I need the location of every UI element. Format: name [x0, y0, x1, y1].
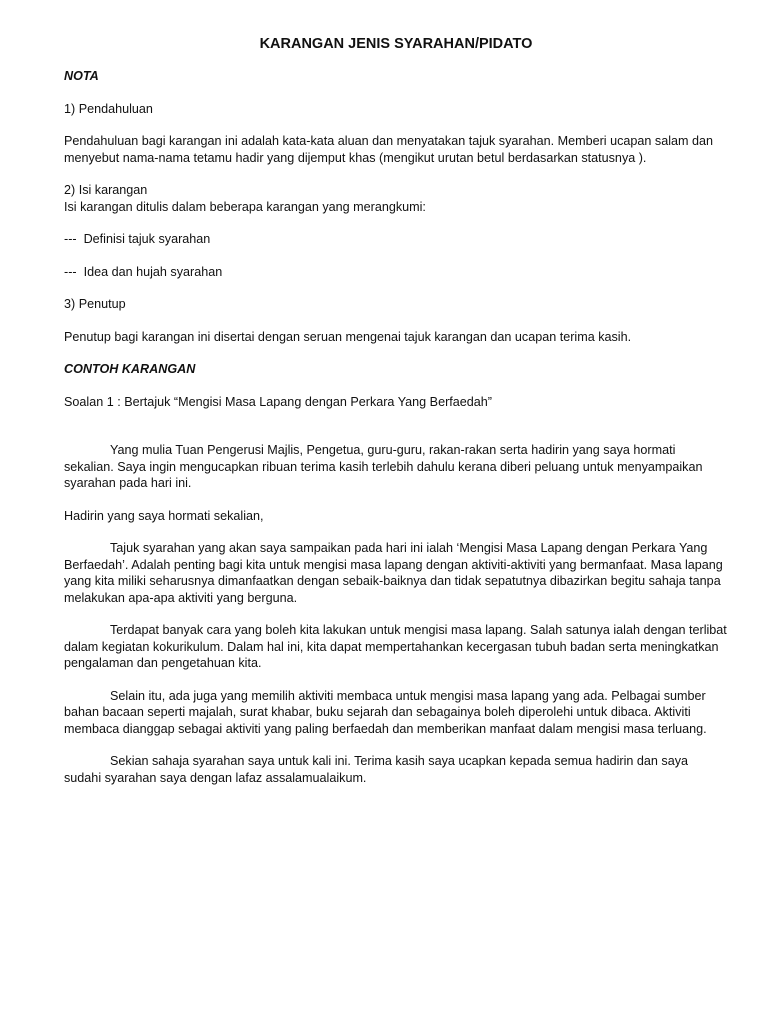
speech-paragraph-4: Selain itu, ada juga yang memilih aktiviti membaca untuk mengisi masa lapang yang ada. Pelbagai sumber bahan bacaan seperti majalah, surat khabar, buku sejarah dan sebagainya boleh diperolehi untuk dibaca. Aktiviti membaca dianggap sebagai aktiviti yang paling berfaedah dan memberikan manfaat dalam mengisi masa terluang.	[64, 688, 707, 736]
section2-text: Isi karangan ditulis dalam beberapa karangan yang merangkumi:	[64, 199, 426, 214]
section1-heading: 1) Pendahuluan	[64, 101, 153, 116]
bullet-item: --- Idea dan hujah syarahan	[64, 264, 223, 279]
section2-heading: 2) Isi karangan	[64, 183, 148, 197]
speech-paragraph-5: Sekian sahaja syarahan saya untuk kali ini. Terima kasih saya ucapkan kepada semua hadirin dan saya sudahi syarahan saya dengan lafaz assalamualaikum.	[64, 754, 689, 785]
bullet-item: --- Definisi tajuk syarahan	[64, 232, 211, 246]
section1-text: Pendahuluan bagi karangan ini adalah kata-kata aluan dan menyatakan tajuk syarahan. Memberi ucapan salam dan menyebut nama-nama tetamu hadir yang dijemput khas (mengikut urutan betul berdasarkan statusnya ).	[64, 134, 714, 165]
section3-text: Penutup bagi karangan ini disertai dengan seruan mengenai tajuk karangan dan ucapan terima kasih.	[64, 329, 632, 344]
speech-paragraph-3: Terdapat banyak cara yang boleh kita lakukan untuk mengisi masa lapang. Salah satunya ialah dengan terlibat dalam kegiatan kokurikulum. Dalam hal ini, kita dapat mempertahankan kecergasan tubuh badan serta meningkatkan pengalaman dan pengetahuan kita.	[64, 623, 727, 670]
document-page	[64, 34, 728, 786]
contoh-heading: CONTOH KARANGAN	[64, 362, 196, 376]
nota-heading: NOTA	[64, 69, 99, 83]
speech-paragraph-2: Tajuk syarahan yang akan saya sampaikan pada hari ini ialah ‘Mengisi Masa Lapang dengan Perkara Yang Berfaedah’. Adalah penting bagi kita untuk mengisi masa lapang dengan aktiviti-aktiviti yang bermanfaat. Masa lapang yang kita miliki seharusnya dimanfaatkan dengan sebaik-baiknya dan tidak sepatutnya dibazirkan begitu sahaja tanpa melakukan apa-apa aktiviti yang berguna.	[64, 541, 723, 605]
question-text: Soalan 1 : Bertajuk “Mengisi Masa Lapang dengan Perkara Yang Berfaedah”	[64, 394, 492, 409]
speech-paragraph-1: Yang mulia Tuan Pengerusi Majlis, Pengetua, guru-guru, rakan-rakan serta hadirin yang saya hormati sekalian. Saya ingin mengucapkan ribuan terima kasih terlebih dahulu kerana diberi peluang untuk menyampaikan syarahan pada hari ini.	[64, 443, 703, 490]
salutation: Hadirin yang saya hormati sekalian,	[64, 508, 264, 523]
document-title: KARANGAN JENIS SYARAHAN/PIDATO	[259, 36, 533, 52]
section3-heading: 3) Penutup	[64, 297, 126, 311]
